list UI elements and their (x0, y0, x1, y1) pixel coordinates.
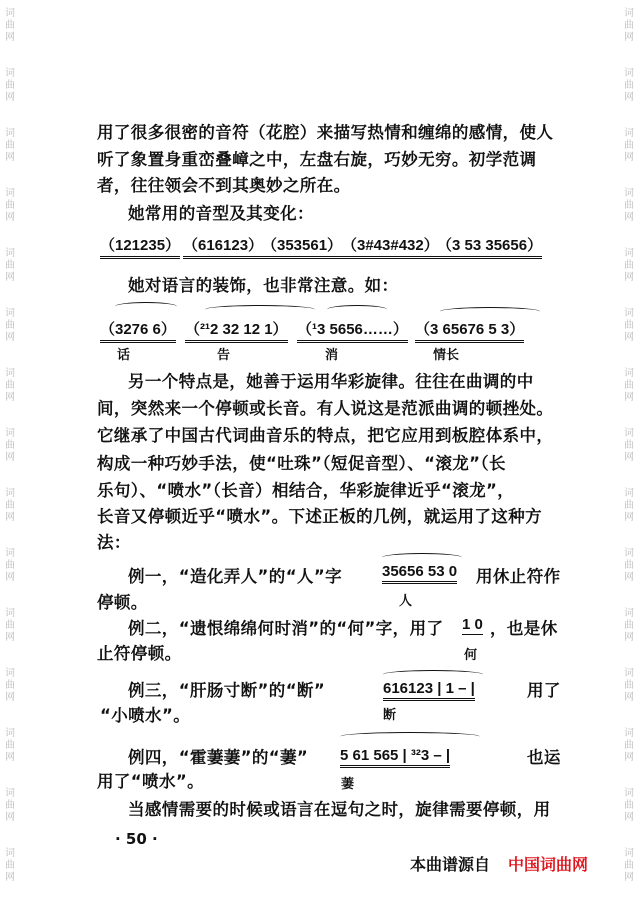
footer-site-link[interactable]: 中国词曲网 (508, 855, 589, 874)
watermark: 词 曲 网 (624, 248, 634, 283)
lyric: 话 (117, 348, 131, 363)
watermark: 词 曲 网 (624, 68, 634, 103)
text-line: 她常用的音型及其变化： (128, 204, 314, 223)
page-number: · 50 · (115, 830, 158, 848)
ornament: （²¹2 32 12 1） (185, 318, 288, 343)
slur (205, 305, 315, 314)
slur (440, 307, 540, 316)
watermark: 词 曲 网 (5, 8, 15, 43)
text-line: 构成一种巧妙手法，使“吐珠”（短促音型）、“滚龙”（长 (97, 454, 506, 473)
text-line: 她对语言的装饰，也非常注意。如： (128, 276, 399, 295)
example-notes: 1 0 (462, 616, 483, 633)
text-line: 用了很多很密的音符（花腔）来描写热情和缠绵的感情，使人 (97, 123, 554, 142)
text-line: 间，突然来一个停顿或长音。有人说这是范派曲调的顿挫处。 (97, 399, 554, 418)
watermark: 词 曲 网 (5, 308, 15, 343)
slur (115, 302, 177, 311)
watermark: 词 曲 网 (5, 68, 15, 103)
text-line: 长音又停顿近乎“喷水”。下述正板的几例，就运用了这种方 (97, 507, 542, 526)
example-notes: 35656 53 0 (382, 563, 457, 584)
watermark: 词 曲 网 (624, 848, 634, 883)
text-line: 止符停顿。 (97, 644, 182, 663)
pattern: （3 53 35656） (437, 234, 542, 259)
lyric: 情长 (433, 348, 460, 363)
example-text: 例四，“霍萋萋”的“萋” (128, 748, 309, 767)
lyric: 人 (399, 594, 413, 609)
slur (327, 305, 387, 314)
example-text: 例三，“肝肠寸断”的“断” (128, 681, 326, 700)
watermark: 词 曲 网 (624, 8, 634, 43)
watermark: 词 曲 网 (624, 668, 634, 703)
watermark: 词 曲 网 (624, 788, 634, 823)
lyric: 何 (464, 648, 478, 663)
watermark: 词 曲 网 (5, 608, 15, 643)
example-text: ，也是休 (490, 619, 558, 638)
watermark: 词 曲 网 (624, 128, 634, 163)
lyric: 告 (217, 348, 231, 363)
text-line: 另一个特点是，她善于运用华彩旋律。往往在曲调的中 (128, 372, 534, 391)
text-line: 当感情需要的时候或语言在逗句之时，旋律需要停顿，用 (128, 800, 551, 819)
example-notes: 616123 | 1 – | (383, 680, 475, 701)
watermark: 词 曲 网 (5, 128, 15, 163)
lyric: 消 (325, 348, 339, 363)
watermark: 词 曲 网 (5, 728, 15, 763)
slur (382, 553, 462, 562)
pattern: （121235） (100, 234, 180, 259)
lyric: 萋 (341, 777, 355, 792)
watermark: 词 曲 网 (624, 368, 634, 403)
example-text: 例二，“遗恨绵绵何时消”的“何”字，用了 (128, 619, 444, 638)
slur (340, 732, 480, 741)
text-line: 用了“喷水”。 (97, 772, 204, 791)
watermark: 词 曲 网 (624, 428, 634, 463)
ornament: （3276 6） (100, 318, 176, 343)
watermark: 词 曲 网 (5, 368, 15, 403)
footer-source-label: 本曲谱源自 (410, 855, 491, 874)
example-text: 也运 (527, 748, 561, 767)
pattern: （616123） (183, 234, 263, 259)
watermark: 词 曲 网 (5, 488, 15, 523)
pattern: （353561） (262, 234, 342, 259)
watermark: 词 曲 网 (5, 788, 15, 823)
example-notes: 5 61 565 | ³²3 – | (340, 747, 450, 768)
ornament: （3 65676 5 3） (415, 318, 524, 343)
watermark: 词 曲 网 (624, 728, 634, 763)
text-line: “小喷水”。 (100, 706, 191, 725)
text-line: 它继承了中国古代词曲音乐的特点，把它应用到板腔体系中， (97, 426, 554, 445)
watermark: 词 曲 网 (5, 428, 15, 463)
watermark: 词 曲 网 (624, 608, 634, 643)
text-line: 听了象置身重峦叠嶂之中，左盘右旋，巧妙无穷。初学范调 (97, 150, 537, 169)
example-text: 例一，“造化弄人”的“人”字 (128, 567, 342, 586)
text-line: 者，往往领会不到其奥妙之所在。 (97, 176, 351, 195)
footer-source (410, 852, 588, 875)
watermark: 词 曲 网 (624, 548, 634, 583)
text-line: 乐句）、“喷水”（长音）相结合，华彩旋律近乎“滚龙”， (97, 481, 515, 500)
text-line: 停顿。 (97, 593, 148, 612)
text-line: 法： (97, 533, 131, 552)
watermark: 词 曲 网 (5, 248, 15, 283)
watermark: 词 曲 网 (624, 488, 634, 523)
example-text: 用了 (527, 681, 561, 700)
slur (383, 670, 483, 679)
example-text: 用休止符作 (476, 567, 561, 586)
watermark: 词 曲 网 (624, 308, 634, 343)
watermark: 词 曲 网 (5, 848, 15, 883)
watermark: 词 曲 网 (5, 548, 15, 583)
watermark: 词 曲 网 (624, 188, 634, 223)
lyric: 断 (383, 708, 397, 723)
watermark: 词 曲 网 (5, 188, 15, 223)
ornament: （¹3 5656……） (297, 318, 408, 343)
watermark: 词 曲 网 (5, 668, 15, 703)
pattern: （3#43#432） (342, 234, 439, 259)
